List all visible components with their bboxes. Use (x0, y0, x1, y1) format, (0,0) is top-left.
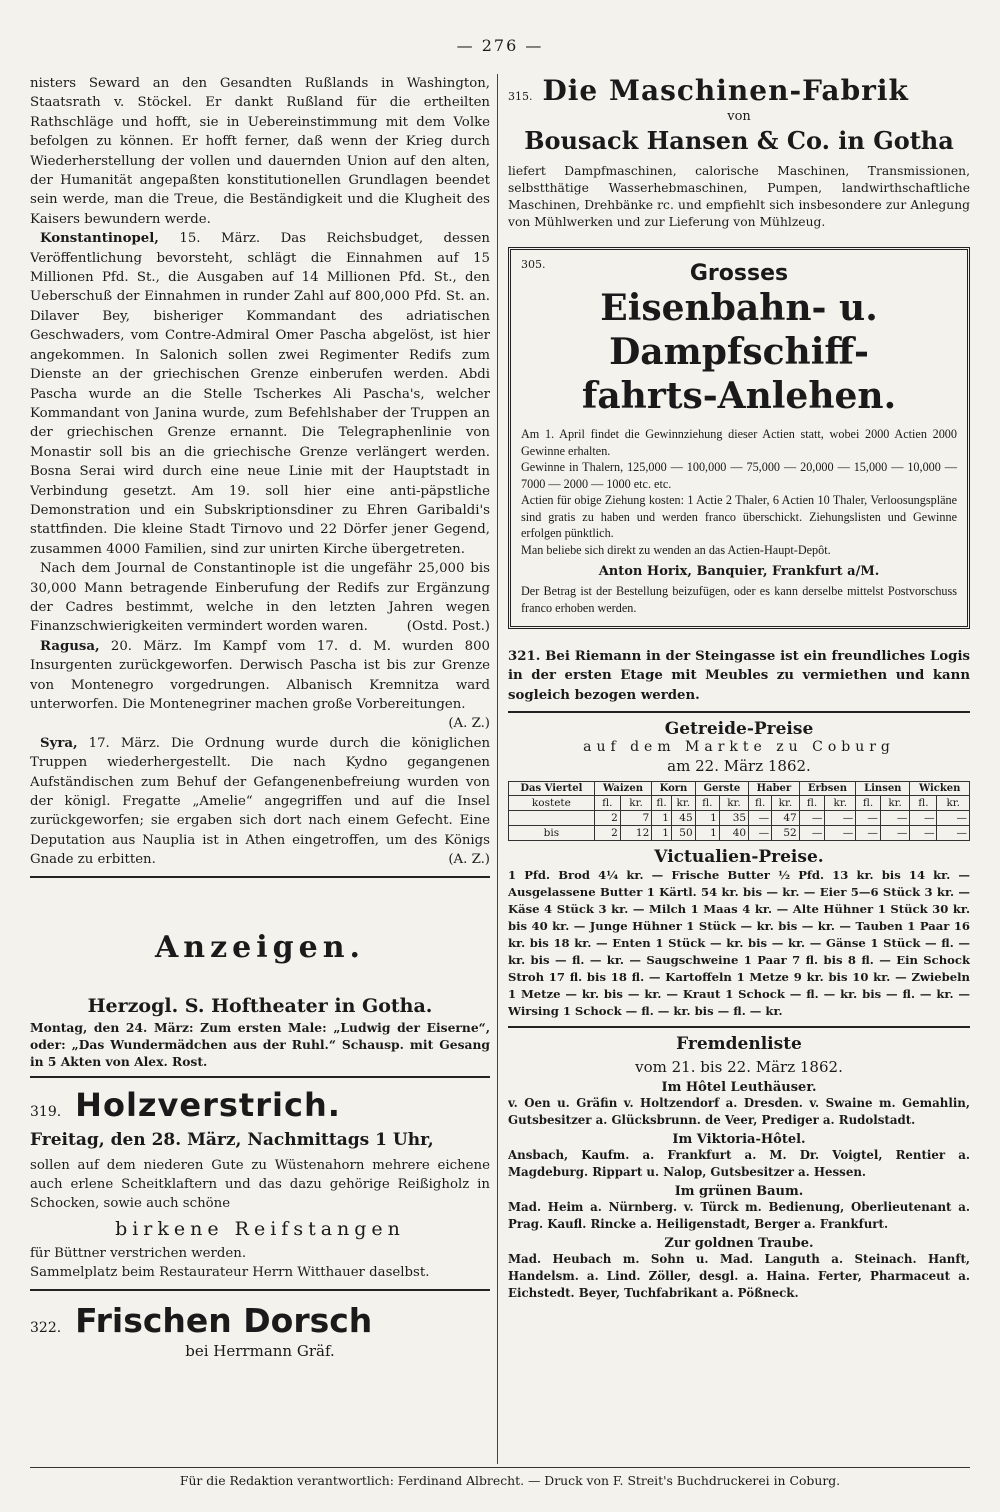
riemann-ad: 321. Bei Riemann in der Steingasse ist ein freundliches Logis in der ersten Etage mit Meubles zu vermiethen und kann sogleich bezogen werden. (508, 649, 970, 703)
column-header: Erbsen (799, 782, 855, 796)
table-cell: — (749, 811, 772, 826)
anleihen-gewinne: Gewinne in Thalern, 125,000 — 100,000 — 75,000 — 20,000 — 15,000 — 10,000 — 7000 — 2000 — 1000 etc. etc. (521, 460, 957, 491)
table-row (509, 811, 970, 826)
getreide-date: am 22. März 1862. (667, 757, 811, 776)
maschinen-company: Bousack Hansen & Co. in Gotha (524, 126, 954, 155)
table-cell: bis (509, 826, 595, 841)
table-cell: 12 (620, 826, 652, 841)
table-cell: kr. (719, 796, 748, 811)
table-cell: kr. (880, 796, 910, 811)
table-cell (509, 811, 595, 826)
dorsch-title: Frischen Dorsch (75, 1300, 373, 1340)
hotel-guests: Mad. Heubach m. Sohn u. Mad. Languth a. Steinach. Hanft, Handelsm. a. Lind. Zöller, desgl. a. Haina. Ferter, Pharmaceut a. Eichstedt. Beyer, Tuchfabrikant a. Pößneck. (508, 1252, 970, 1301)
table-cell: fl. (856, 796, 881, 811)
table-cell: 1 (695, 826, 719, 841)
column-header: Linsen (856, 782, 910, 796)
news-item: nisters Seward an den Gesandten Rußlands in Washington, Staatsrath v. Stöckel. Er dankt Rußland für die ertheilten Rathschläge und hofft, sie in Uebereinstimmung mit dem Volke befolgen zu können. Er hofft ferner, daß wenn der Krieg durch Wiederherstellung der vollen und dauernden Union auf den alten, der Humanität angepaßten konstitutionellen Grundlagen beendet sein werde, man die Treue, die Beständigkeit und die Klugheit des Kaisers bewundern werde. (30, 76, 490, 227)
news-source: (A. Z.) (448, 716, 490, 732)
table-cell: 52 (772, 826, 800, 841)
news-item: Ragusa, 20. März. Im Kampf vom 17. d. M. wurden 800 Insurgenten zurückgeworfen. Derwisch Pascha ist bis zur Grenze von Montenegro vorgedrungen. Albanisch Kremnitza ward unterworfen. Die Montenegriner machen große Vorbereitungen. (A. Z.) (30, 637, 490, 734)
table-cell: — (856, 826, 881, 841)
table-cell: 2 (594, 826, 620, 841)
section-divider (30, 876, 490, 878)
victualien-section (508, 847, 970, 1020)
table-cell: fl. (594, 796, 620, 811)
holz-title: Holzverstrich. (75, 1085, 341, 1124)
anleihen-text: Am 1. April findet die Gewinnziehung dieser Actien statt, wobei 2000 Actien 2000 Gewinne erhalten. (521, 427, 957, 458)
table-cell: 40 (719, 826, 748, 841)
column-header: Gerste (695, 782, 748, 796)
table-cell: — (749, 826, 772, 841)
table-cell: kostete (509, 796, 595, 811)
hotel-guests: Ansbach, Kaufm. a. Frankfurt a. M. Dr. Voigtel, Rentier a. Magdeburg. Rippart u. Nalop, Gutsbesitzer a. Hessen. (508, 1148, 970, 1180)
news-item: Nach dem Journal de Constantinople ist die ungefähr 25,000 bis 30,000 Mann betragende Einberufung der Redifs zur Ergänzung der Cadres bestimmt, welche in den letzten Jahren wegen Finanzschwierigkeiten vermindert worden waren. (Ostd. Post.) (30, 559, 490, 637)
table-cell: fl. (910, 796, 937, 811)
holz-date: Freitag, den 28. März, Nachmittags 1 Uhr, (30, 1129, 434, 1150)
anleihen-signature: Anton Horix, Banquier, Frankfurt a/M. (598, 564, 880, 579)
ad-number: 319. (30, 1103, 62, 1120)
getreide-markt: auf dem Markte zu Coburg (583, 739, 895, 756)
holz-text3: Sammelplatz beim Restaurateur Herrn Witthauer daselbst. (30, 1265, 430, 1281)
table-cell: fl. (749, 796, 772, 811)
table-row (509, 826, 970, 841)
footer-divider (30, 1467, 970, 1468)
news-source: (Ostd. Post.) (406, 619, 490, 635)
theater-text: Montag, den 24. März: Zum ersten Male: „Ludwig der Eiserne“, oder: „Das Wundermädchen aus der Ruhl.“ Schausp. mit Gesang in 5 Akten von Alex. Rost. (30, 1019, 490, 1069)
table-cell: — (880, 811, 910, 826)
section-divider (508, 1026, 970, 1028)
fremdenliste-date: vom 21. bis 22. März 1862. (635, 1058, 843, 1077)
column-header: Haber (749, 782, 800, 796)
column-divider (497, 74, 498, 1464)
news-item: Syra, 17. März. Die Ordnung wurde durch die königlichen Truppen wiederhergestellt. Die nach Kydno gegangenen Aufständischen zum Behuf der Gefangenenbefreiung wurden von der königl. Fregatte „Amelie“ angegriffen und auf die Insel zurückgeworfen; sie ergaben sich dort nach einem Gefecht. Eine Deputation aus Nauplia ist in Athen eingetroffen, um des Königs Gnade zu erbitten. (A. Z.) (30, 734, 490, 870)
table-cell: 35 (719, 811, 748, 826)
victualien-title: Victualien-Preise. (654, 847, 824, 868)
anzeigen-heading: Anzeigen. (155, 929, 365, 965)
anleihen-preise: Actien für obige Ziehung kosten: 1 Actie 2 Thaler, 6 Actien 10 Thaler, Verloosungspläne sind gratis zu haben und werden franco überschickt. Ziehungslisten und Gewinne erfolgen pünktlich. (521, 493, 957, 540)
left-column (30, 74, 490, 1466)
table-cell: — (825, 811, 856, 826)
imprint-footer: Für die Redaktion verantwortlich: Ferdinand Albrecht. — Druck von F. Streit's Buchdruckerei in Coburg. (179, 1473, 841, 1488)
table-cell: — (880, 826, 910, 841)
ad-divider (30, 1076, 490, 1078)
table-cell: — (937, 826, 970, 841)
fremdenliste-title: Fremdenliste (676, 1034, 802, 1055)
holz-ad (30, 1086, 490, 1283)
table-cell: — (937, 811, 970, 826)
maschinen-title: Die Maschinen-Fabrik (542, 74, 909, 107)
table-cell: kr. (620, 796, 652, 811)
anleihen-title: Eisenbahn- u. Dampfschiff- (600, 287, 878, 373)
column-header: Korn (652, 782, 695, 796)
table-cell: fl. (695, 796, 719, 811)
table-cell: 7 (620, 811, 652, 826)
hotel-name: Im Viktoria-Hôtel. (672, 1132, 806, 1148)
table-cell: — (910, 811, 937, 826)
ad-number: 315. (508, 90, 533, 103)
holz-text: sollen auf dem niederen Gute zu Wüstenahorn mehrere eichene auch erlene Scheitklaftern und das dazu gehörige Reißigholz in Schocken, sowie auch schöne (30, 1157, 490, 1212)
table-cell: — (825, 826, 856, 841)
ad-divider (30, 1289, 490, 1291)
news-section (30, 74, 490, 870)
victualien-text: 1 Pfd. Brod 4¼ kr. — Frische Butter ½ Pfd. 13 kr. bis 14 kr. — Ausgelassene Butter 1 Kärtl. 54 kr. bis — kr. — Eier 5—6 Stück 3 kr. — Käse 4 Stück 3 kr. — Milch 1 Maas 4 kr. — Alte Hühner 1 Stück 30 kr. bis 40 kr. — Junge Hühner 1 Stück — kr. bis — kr. — Tauben 1 Paar 16 kr. bis 18 kr. — Enten 1 Stück — kr. bis — kr. — Gänse 1 Stück — fl. — kr. bis — fl. — kr. — Saugschweine 1 Paar 7 fl. bis 8 fl. — Ein Schock Stroh 17 fl. bis 18 fl. — Kartoffeln 1 Metze 9 kr. bis 10 kr. — Zwiebeln 1 Metze — kr. bis — kr. — Kraut 1 Schock — fl. — kr. bis — fl. — kr. — Wirsing 1 Schock — fl. — kr. bis — fl. — kr. (508, 868, 970, 1019)
table-cell: 45 (671, 811, 695, 826)
anleihen-betrag: Der Betrag ist der Bestellung beizufügen, oder es kann derselbe mittelst Postvorschuss franco erhoben werden. (521, 584, 957, 615)
getreide-title: Getreide-Preise (664, 719, 814, 740)
table-cell: — (799, 811, 825, 826)
hotel-guests: Mad. Heim a. Nürnberg. v. Türck m. Bedienung, Oberlieutenant a. Prag. Kaufl. Rincke a. Heiligenstadt, Berger a. Frankfurt. (508, 1200, 970, 1232)
table-cell: — (799, 826, 825, 841)
table-row (509, 796, 970, 811)
hotel-name: Im Hôtel Leuthäuser. (661, 1080, 817, 1096)
column-header: Waizen (594, 782, 652, 796)
ad-number: 322. (30, 1319, 62, 1336)
page-number: — 276 — (456, 36, 544, 55)
maschinen-ad (508, 74, 970, 231)
holz-stangen: birkene Reifstangen (115, 1217, 405, 1240)
theater-ad (30, 995, 490, 1070)
table-cell: 47 (772, 811, 800, 826)
table-cell: — (910, 826, 937, 841)
table-header-row (509, 782, 970, 796)
table-cell: 2 (594, 811, 620, 826)
dorsch-vendor: bei Herrmann Gräf. (185, 1341, 335, 1360)
ad-number: 305. (521, 258, 546, 271)
hotel-name: Zur goldnen Traube. (664, 1236, 814, 1252)
table-cell: fl. (799, 796, 825, 811)
table-cell: 1 (652, 826, 672, 841)
right-column (508, 74, 970, 1466)
table-cell: kr. (772, 796, 800, 811)
anleihen-ad (508, 247, 970, 629)
maschinen-text: liefert Dampfmaschinen, calorische Maschinen, Transmissionen, selbstthätige Wasserhebmaschinen, Pumpen, landwirthschaftliche Maschinen, Drehbänke rc. und empfiehlt sich insbesondere zur Anlegung von Mühlwerken und zur Lieferung von Mühlzeug. (508, 164, 970, 229)
anleihen-title-2: fahrts-Anlehen. (581, 375, 897, 417)
table-cell: fl. (652, 796, 672, 811)
column-header: Wicken (910, 782, 970, 796)
getreide-table (508, 781, 970, 841)
fremdenliste-section (508, 1034, 970, 1302)
table-cell: — (856, 811, 881, 826)
maschinen-von: von (727, 109, 751, 124)
ad-divider (508, 711, 970, 713)
table-cell: kr. (937, 796, 970, 811)
getreide-section (508, 719, 970, 841)
hotel-guests: v. Oen u. Gräfin v. Holtzendorf a. Dresden. v. Swaine m. Gemahlin, Gutsbesitzer a. Glücksbrunn. de Veer, Prediger a. Rudolstadt. (508, 1096, 970, 1128)
table-cell: kr. (825, 796, 856, 811)
anleihen-depot: Man beliebe sich direkt zu wenden an das Actien-Haupt-Depôt. (521, 542, 831, 557)
news-item: Konstantinopel, 15. März. Das Reichsbudget, dessen Veröffentlichung bevorsteht, schlägt die Einnahmen auf 15 Millionen Pfd. St., die Ausgaben auf 14 Millionen Pfd. St., den Ueberschuß der Einnahmen in runder Zahl auf 800,000 Pfd. St. an. Dilaver Bey, bisheriger Kommandant des adriatischen Geschwaders, vom Contre-Admiral Omer Pascha abgelöst, ist hier angekommen. In Salonich sollen zwei Regimenter Redifs zum Dienste an der griechischen Grenze einberufen werden. Abdi Pascha wurde an die Stelle Tscherkes Ali Pascha's, welcher Kommandant von Janina wurde, zum Befehlshaber der Truppen an der griechischen Grenze ernannt. Die Telegraphenlinie von Monastir soll bis an die griechische Grenze verlängert werden. Bosna Serai wird durch eine neue Linie mit der Hauptstadt in Verbindung gesetzt. Am 19. soll hier eine anti-päpstliche Demonstration und ein Subskriptionsdiner zu Ehren Garibaldi's stattfinden. Die kleine Stadt Tirnovo und 22 Dörfer jener Gegend, zusammen 4000 Familien, sind zur unirten Kirche übergetreten. (30, 231, 490, 557)
hotel-name: Im grünen Baum. (674, 1184, 804, 1200)
table-cell: 50 (671, 826, 695, 841)
anleihen-grosses: Grosses (689, 261, 789, 286)
table-cell: 1 (695, 811, 719, 826)
column-header: Das Viertel (509, 782, 595, 796)
holz-text2: für Büttner verstrichen werden. (30, 1245, 247, 1261)
table-cell: 1 (652, 811, 672, 826)
news-source: (A. Z.) (448, 852, 490, 868)
table-cell: kr. (671, 796, 695, 811)
dorsch-ad (30, 1301, 490, 1360)
theater-title: Herzogl. S. Hoftheater in Gotha. (87, 994, 433, 1017)
